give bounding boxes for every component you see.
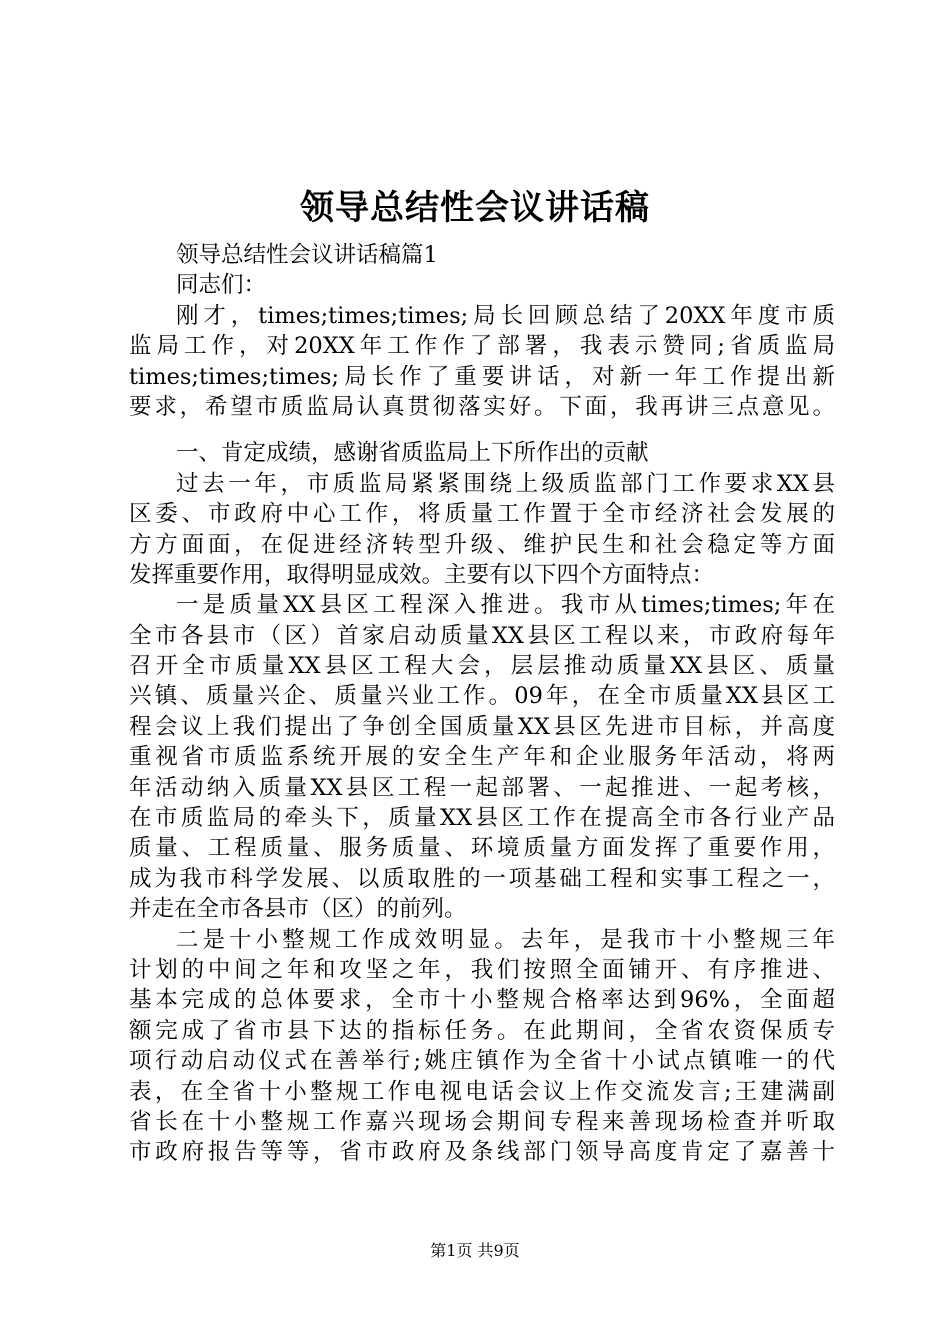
salutation-line: 同志们： xyxy=(176,272,267,299)
paragraph-line: 项行动启动仪式在善举行;姚庄镇作为全省十小试点镇唯一的代 xyxy=(129,1048,835,1075)
section-heading-line: 一、肯定成绩，感谢省质监局上下所作出的贡献 xyxy=(176,440,649,467)
paragraph-line: 计划的中间之年和攻坚之年，我们按照全面铺开、有序推进、 xyxy=(129,956,835,983)
paragraph-line: 市政府报告等等，省市政府及条线部门领导高度肯定了嘉善十 xyxy=(129,1139,835,1166)
paragraph-line: 程会议上我们提出了争创全国质量XX县区先进市目标，并高度 xyxy=(129,713,835,740)
paragraph-line: 方方面面，在促进经济转型升级、维护民生和社会稳定等方面 xyxy=(129,531,835,558)
paragraph-line: 在市质监局的牵头下，质量XX县区工作在提高全市各行业产品 xyxy=(129,805,835,832)
paragraph-line: 年活动纳入质量XX县区工程一起部署、一起推进、一起考核， xyxy=(129,774,835,801)
paragraph-line: 省长在十小整规工作嘉兴现场会期间专程来善现场检查并听取 xyxy=(129,1108,835,1135)
paragraph-line: 监局工作，对20XX年工作作了部署，我表示赞同;省质监局 xyxy=(129,333,835,360)
paragraph-line: 过去一年，市质监局紧紧围绕上级质监部门工作要求XX县 xyxy=(176,470,835,497)
paragraph-line: 要求，希望市质监局认真贯彻落实好。下面，我再讲三点意见。 xyxy=(129,393,835,420)
document-body xyxy=(129,240,835,1168)
document-title: 领导总结性会议讲话稿 xyxy=(300,188,650,228)
paragraph-line: 质量、工程质量、服务质量、环境质量方面发挥了重要作用， xyxy=(129,835,835,862)
paragraph-line: 刚才，times;times;times;局长回顾总结了20XX年度市质 xyxy=(176,302,835,329)
section-heading-line: 领导总结性会议讲话稿篇1 xyxy=(176,242,438,268)
paragraph-line: 召开全市质量XX县区工程大会，层层推动质量XX县区、质量 xyxy=(129,653,835,680)
paragraph-line: 一是质量XX县区工程深入推进。我市从times;times;年在 xyxy=(176,592,835,619)
paragraph-line: 表，在全省十小整规工作电视电话会议上作交流发言;王建满副 xyxy=(129,1078,835,1105)
page-number: 第1页 共9页 xyxy=(430,1241,520,1260)
paragraph-line: 区委、市政府中心工作，将质量工作置于全市经济社会发展的 xyxy=(129,501,835,528)
paragraph-line: 二是十小整规工作成效明显。去年，是我市十小整规三年 xyxy=(176,926,835,953)
paragraph-line: 重视省市质监系统开展的安全生产年和企业服务年活动，将两 xyxy=(129,744,835,771)
paragraph-line: 额完成了省市县下达的指标任务。在此期间，全省农资保质专 xyxy=(129,1017,835,1044)
paragraph-spacer xyxy=(129,422,835,438)
paragraph-line: 并走在全市各县市（区）的前列。 xyxy=(129,896,467,923)
page-footer xyxy=(0,1241,950,1261)
paragraph-line: 发挥重要作用，取得明显成效。主要有以下四个方面特点： xyxy=(129,561,715,588)
paragraph-line: times;times;times;局长作了重要讲话，对新一年工作提出新 xyxy=(129,363,835,390)
paragraph-line: 成为我市科学发展、以质取胜的一项基础工程和实事工程之一， xyxy=(129,865,835,892)
paragraph-line: 全市各县市（区）首家启动质量XX县区工程以来，市政府每年 xyxy=(129,622,835,649)
paragraph-line: 兴镇、质量兴企、质量兴业工作。09年，在全市质量XX县区工 xyxy=(129,683,835,710)
paragraph-line: 基本完成的总体要求，全市十小整规合格率达到96%，全面超 xyxy=(129,987,835,1014)
